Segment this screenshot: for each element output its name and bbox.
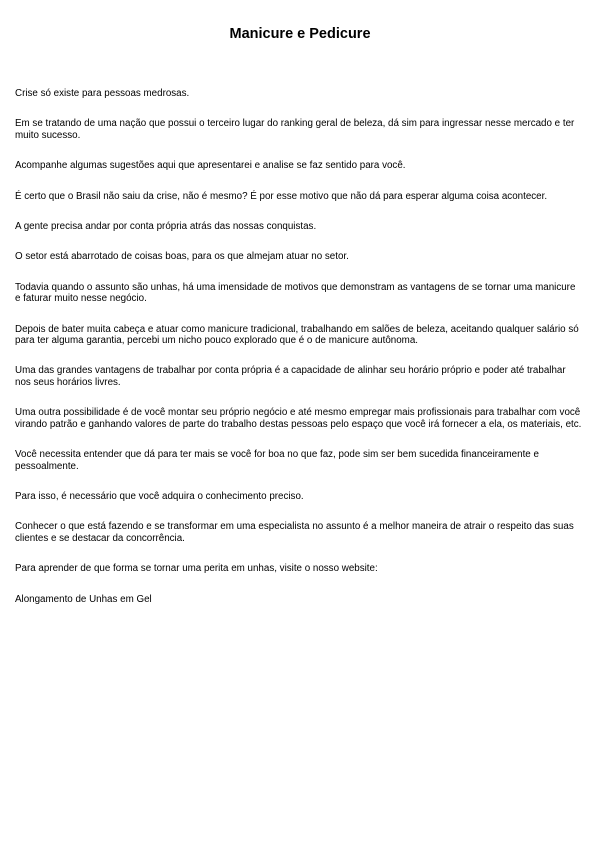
paragraph-7: Todavia quando o assunto são unhas, há uma imensidade de motivos que demonstram as vantagens de se tornar uma manicure e faturar muito nesse negócio. [15,281,576,305]
paragraph-6: O setor está abarrotado de coisas boas, para os que almejam atuar no setor. [15,251,349,263]
paragraph-13: Conhecer o que está fazendo e se transformar em uma especialista no assunto é a melhor maneira de atrair o respeito das suas clientes e se destacar da concorrência. [15,521,574,544]
website-link-text: Alongamento de Unhas em Gel [15,593,152,605]
paragraph-11: Você necessita entender que dá para ter mais se você for boa no que faz, pode sim ser bem sucedida financeiramente e pessoalmente. [15,449,539,472]
paragraph-1: Crise só existe para pessoas medrosas. [15,88,190,99]
paragraph-12: Para isso, é necessário que você adquira o conhecimento preciso. [15,490,304,502]
paragraph-3: Acompanhe algumas sugestões aqui que apresentarei e analise se faz sentido para você. [15,160,406,172]
paragraph-14: Para aprender de que forma se tornar uma perita em unhas, visite o nosso website: [15,563,378,575]
paragraph-5: A gente precisa andar por conta própria atrás das nossas conquistas. [15,221,317,233]
paragraph-10: Uma outra possibilidade é de você montar seu próprio negócio e até mesmo empregar mais profissionais para trabalhar com você virando patrão e ganhando valores de parte do trabalho destas pessoas pelo espaço que você irá fornecer a ela, os materiais, etc. [15,407,582,430]
paragraph-8: Depois de bater muita cabeça e atuar como manicure tradicional, trabalhando em salões de beleza, aceitando qualquer salário só para ter alguma garantia, percebi um nicho pouco explorado que é o de manicure autônoma. [15,323,579,347]
paragraph-2: Em se tratando de uma nação que possui o terceiro lugar do ranking geral de beleza, dá sim para ingressar nesse mercado e ter muito sucesso. [15,118,575,141]
paragraph-9: Uma das grandes vantagens de trabalhar por conta própria é a capacidade de alinhar seu horário próprio e poder até trabalhar nos seus horários livres. [15,365,566,388]
page-title: Manicure e Pedicure [229,26,371,42]
document-body [15,88,582,605]
paragraph-4: É certo que o Brasil não saiu da crise, não é mesmo? É por esse motivo que não dá para esperar alguma coisa acontecer. [15,190,548,202]
